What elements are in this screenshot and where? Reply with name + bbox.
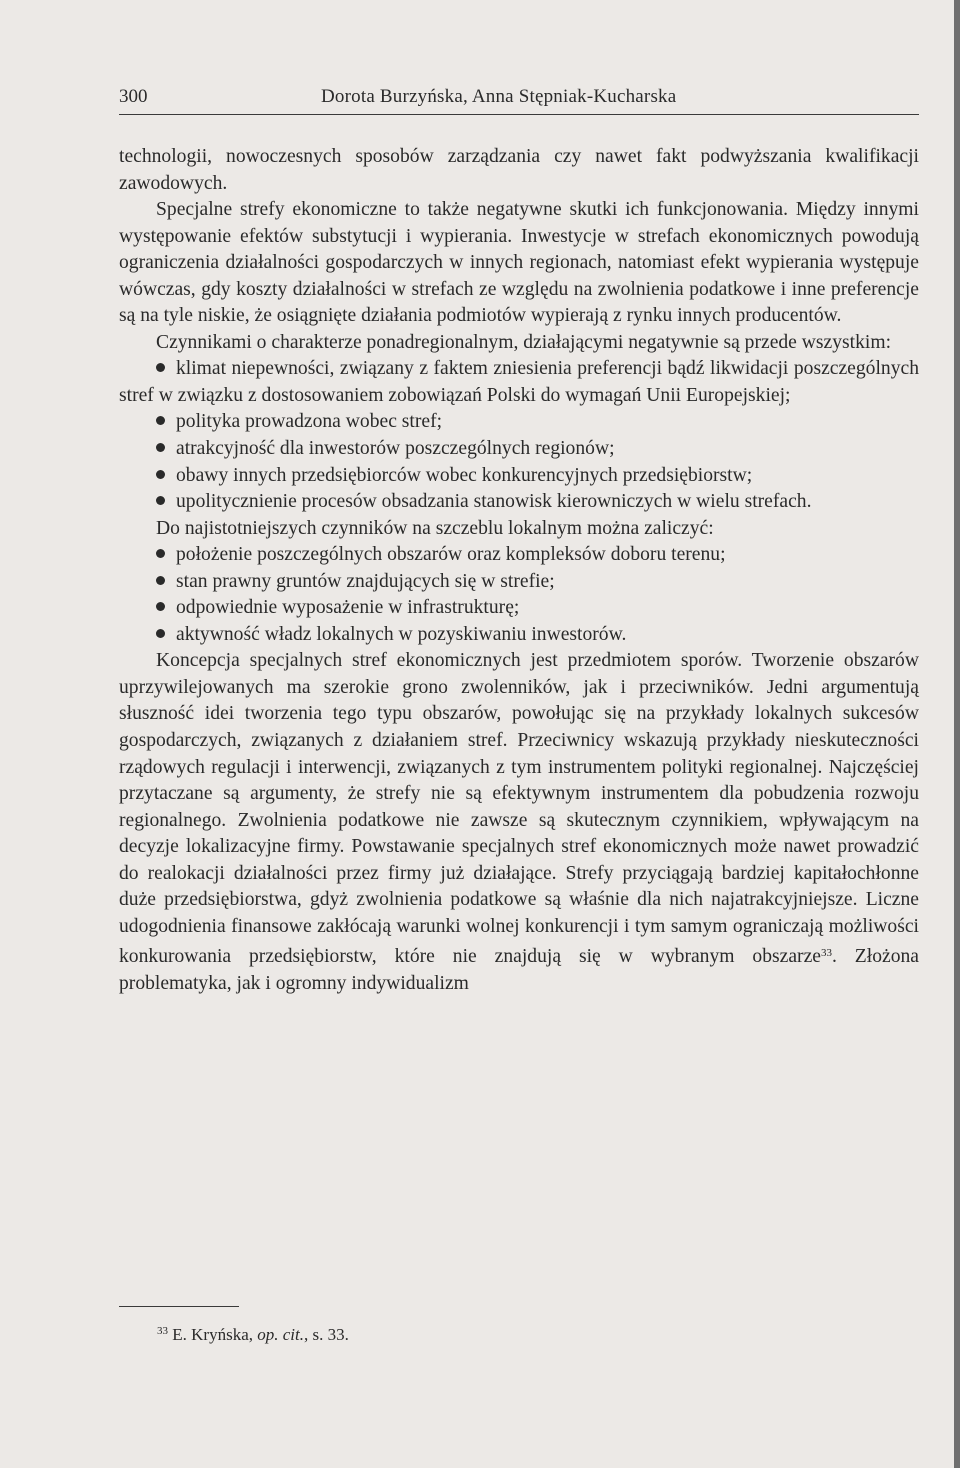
list-item: odpowiednie wyposażenie w infrastrukturę;	[119, 595, 919, 622]
bullet-icon	[156, 629, 165, 638]
bullet-icon	[156, 496, 165, 505]
page-edge-shadow	[954, 0, 960, 1468]
footnote-page: , s. 33.	[303, 1325, 349, 1344]
paragraph: Specjalne strefy ekonomiczne to także negatywne skutki ich funkcjonowania. Między innymi występowanie efektów substytucji i wypierania. Inwestycje w strefach ekonomicznych powodują ograniczenia działalności gospodarczych w innych regionach, natomiast efekt wypierania występuje wówczas, gdy koszty działalności w strefach ze względu na zwolnienia podatkowe i inne preferencje są na tyle niskie, że osiągnięte działania podmiotów wypierają z rynku innych producentów.	[119, 199, 919, 327]
bullet-icon	[156, 363, 165, 372]
list-item: aktywność władz lokalnych w pozyskiwaniu inwestorów.	[119, 622, 919, 649]
list-item: upolitycznienie procesów obsadzania stanowisk kierowniczych w wielu strefach.	[119, 489, 919, 516]
footnote-number: 33	[157, 1325, 168, 1337]
running-head: Dorota Burzyńska, Anna Stępniak-Kucharska	[321, 86, 677, 107]
bullet-icon	[156, 416, 165, 425]
list-item: polityka prowadzona wobec stref;	[119, 409, 919, 436]
list-item: atrakcyjność dla inwestorów poszczególnych regionów;	[119, 436, 919, 463]
bullet-icon	[156, 443, 165, 452]
list-item: klimat niepewności, związany z faktem zniesienia preferencji bądź likwidacji poszczególnych stref w związku z dostosowaniem zobowiązań Polski do wymagań Unii Europejskiej;	[119, 358, 919, 406]
bullet-icon	[156, 576, 165, 585]
footnote	[157, 1320, 349, 1346]
book-page	[119, 84, 919, 998]
supra-regional-factors-list	[119, 356, 919, 515]
paragraph: technologii, nowoczesnych sposobów zarządzania czy nawet fakt podwyższania kwalifikacji zawodowych.	[119, 146, 919, 194]
footnote-author: E. Kryńska,	[172, 1325, 253, 1344]
bullet-icon	[156, 602, 165, 611]
paragraph: Koncepcja specjalnych stref ekonomicznych jest przedmiotem sporów. Tworzenie obszarów uprzywilejowanych ma szerokie grono zwolenników, jak i przeciwników. Jedni argumentują słuszność idei tworzenia tego typu obszarów, powołując się na przykłady lokalnych sukcesów gospodarczych, związanych z działaniem stref. Przeciwnicy wskazują przykłady nieskuteczności rządowych regulacji i interwencji, związanych z tym instrumentem polityki regionalnej. Najczęściej przytaczane są argumenty, że strefy nie są efektywnym instrumentem dla pobudzenia rozwoju regionalnego. Zwolnienia podatkowe nie zawsze są skutecznym czynnikiem, wpływającym na decyzje lokalizacyjne firmy. Powstawanie specjalnych stref ekonomicznych może nawet prowadzić do realokacji działalności przez firmy już działające. Strefy przyciągają bardziej kapitałochłonne duże przedsiębiorstwa, gdyż zwolnienia podatkowe są właśnie dla nich najatrakcyjniejsze. Liczne udogodnienia finansowe zakłócają warunki wolnej konkurencji i tym samym ograniczają możliwości konkurowania przedsiębiorstw, które nie znajdują się w wybranym obszarze$^{33}$. Złożona problematyka, jak i ogromny indywidualizm	[119, 650, 919, 994]
list-item: obawy innych przedsiębiorców wobec konkurencyjnych przedsiębiorstw;	[119, 463, 919, 490]
bullet-icon	[156, 470, 165, 479]
footnote-divider	[119, 1306, 239, 1307]
page-header	[119, 84, 919, 115]
page-number: 300	[119, 86, 148, 107]
local-factors-list	[119, 542, 919, 648]
footnote-reference[interactable]: 33	[820, 947, 832, 960]
paragraph: Czynnikami o charakterze ponadregionalnym, działającymi negatywnie są przede wszystkim:	[156, 331, 892, 353]
paragraph: Do najistotniejszych czynników na szczeblu lokalnym można zaliczyć:	[156, 517, 714, 539]
list-item: stan prawny gruntów znajdujących się w strefie;	[119, 569, 919, 596]
page-body	[119, 144, 919, 998]
footnote-op-cit: op. cit.	[257, 1325, 304, 1344]
list-item: położenie poszczególnych obszarów oraz kompleksów doboru terenu;	[119, 542, 919, 569]
bullet-icon	[156, 549, 165, 558]
